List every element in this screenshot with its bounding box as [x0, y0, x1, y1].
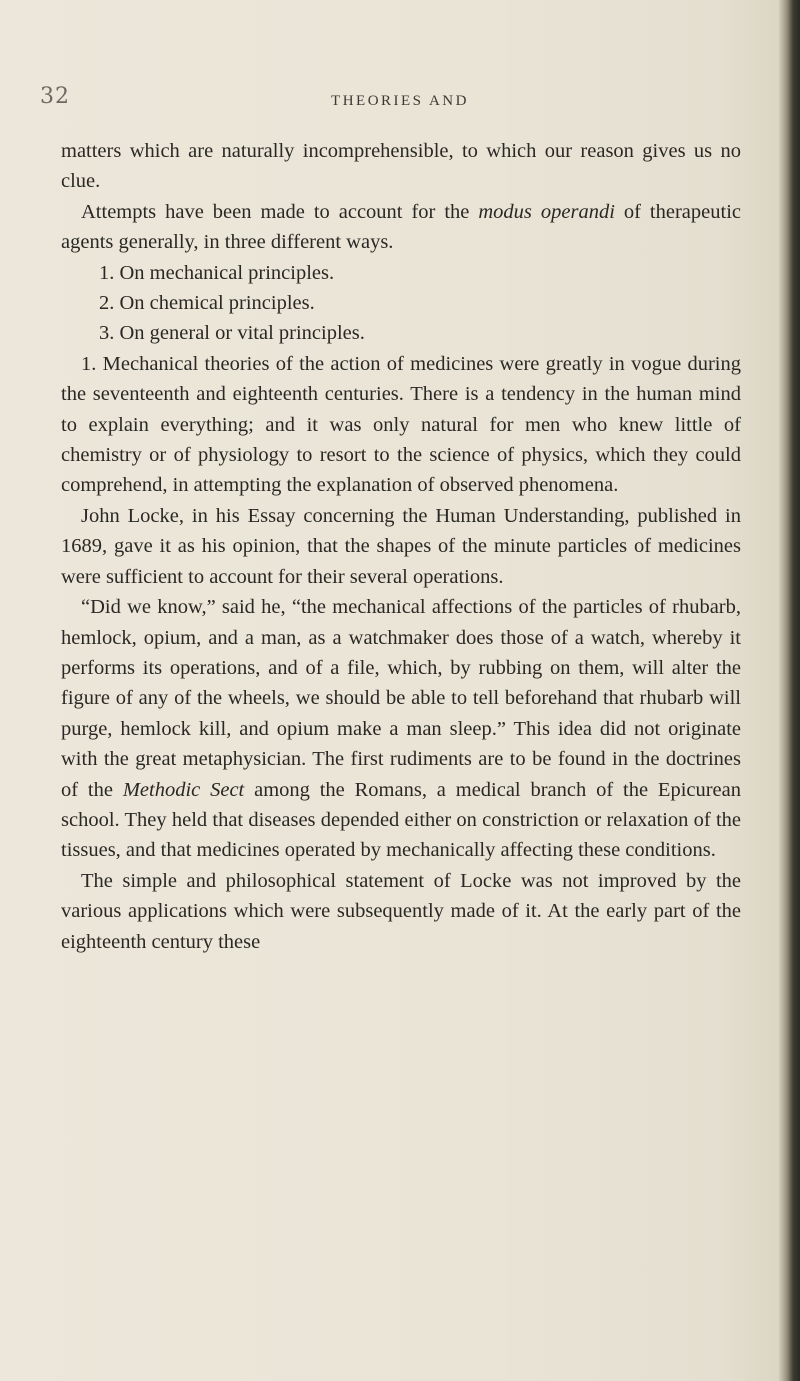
paragraph-1: matters which are naturally incomprehensible, to which our reason gives us no clue.: [61, 140, 741, 193]
paragraph-5-start: “Did we know,” said he, “the mechanical affections of the particles of rhubarb, hemlock, opium, and a man, as a watchmaker does those of a watch, whereby it performs its operations, and of a file, which, by rubbing on them, will alter the figure of any of the wheels, we should be able to tell beforehand that rhubarb will purge, hemlock kill, and opium make a man sleep.” This idea did not originate with the great metaphysician. The first rudiments are to be found in the doctrines of the: [61, 596, 741, 801]
paragraph-2-end: of therapeutic agents generally, in three different ways.: [61, 200, 741, 254]
paragraph-4: John Locke, in his Essay concerning the Human Understanding, published in 1689, gave it as his opinion, that the shapes of the minute particles of medicines were sufficient to account for their several operations.: [61, 504, 741, 588]
paragraph-3: 1. Mechanical theories of the action of medicines were greatly in vogue during the seventeenth and eighteenth centuries. There is a tendency in the human mind to explain everything; and it was only natural for men who knew little of chemistry or of physiology to resort to the science of physics, which they could comprehend, in attempting the explanation of observed phenomena.: [61, 352, 741, 497]
methodic-sect-italic: Methodic Sect: [122, 778, 245, 801]
page-number: 32: [40, 84, 70, 109]
paragraph-6: The simple and philosophical statement of Locke was not improved by the various applications which were subsequently made of it. At the early part of the eighteenth century these: [61, 869, 741, 953]
list-item-2: 2. On chemical principles.: [99, 292, 315, 315]
list-item-3: 3. On general or vital principles.: [99, 322, 365, 345]
paragraph-5-end: among the Romans, a medical branch of the Epicurean school. They held that diseases depended either on constriction or relaxation of the tissues, and that medicines operated by mechanically affecting these conditions.: [61, 778, 742, 862]
binding-edge: [778, 0, 800, 1381]
modus-operandi-italic: modus operandi: [478, 200, 615, 223]
paragraph-2-start: Attempts have been made to account for the: [81, 200, 479, 223]
paragraph-2: [61, 197, 741, 258]
paragraph-5: [61, 592, 741, 866]
body-text: [61, 136, 741, 957]
list-item-1: 1. On mechanical principles.: [99, 261, 335, 284]
running-head: THEORIES AND: [331, 93, 469, 109]
